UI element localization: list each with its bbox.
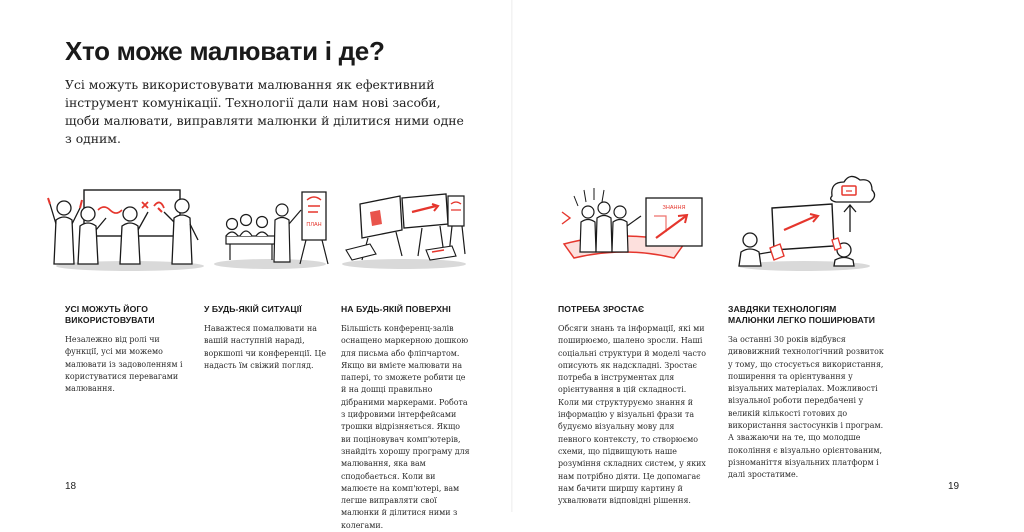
page-number-left: 18 xyxy=(65,481,77,492)
page-gutter xyxy=(511,0,513,512)
column-body: Наважтеся помалювати на вашій наступній нараді, воркшопі чи конференції. Це надасть їм свіжий погляд. xyxy=(204,324,326,370)
column-any-surface xyxy=(341,304,471,532)
illustration-any-situation xyxy=(212,184,332,270)
column-heading: У БУДЬ-ЯКІЙ СИТУАЦІЇ xyxy=(204,304,302,314)
page-number-right: 19 xyxy=(948,481,960,492)
illustration-any-surface xyxy=(340,186,470,270)
illustration-everyone-draws xyxy=(50,180,210,272)
lead-paragraph: Усі можуть використовувати малювання як ефективний інструмент комунікації. Технології дали нам нові засоби, щоби малювати, виправляти малюнки й ділитися ними одне з одним. xyxy=(65,77,464,146)
column-heading: НА БУДЬ-ЯКІЙ ПОВЕРХНІ xyxy=(341,304,451,314)
column-body: Незалежно від ролі чи функції, усі ми можемо малювати із задоволенням і користуватися перевагами малювання. xyxy=(65,335,183,394)
column-everyone-can-use xyxy=(65,304,187,395)
column-technology-sharing xyxy=(728,304,884,482)
column-heading: ЗАВДЯКИ ТЕХНОЛОГІЯМ МАЛЮНКИ ЛЕГКО ПОШИРЮВАТИ xyxy=(728,304,875,325)
page-title: Хто може малювати і де? xyxy=(65,36,385,66)
column-body: За останні 30 років відбувся дивовижний технологічний розвиток у тому, що стосується використання, поширення та орієнтування у візуальних матеріалах. Можливості візуальної роботи передбачені у великій кількості готових до використання застосунків і програм. А зважаючи на те, що молодше покоління є візуально орієнтованим, різноманіття візуальних платформ і далі зростатиме. xyxy=(728,335,884,480)
column-heading: УСІ МОЖУТЬ ЙОГО ВИКОРИСТОВУВАТИ xyxy=(65,304,155,325)
column-body: Обсяги знань та інформації, які ми поширюємо, шалено зросли. Наші соціальні структури й моделі часто описують як надскладні. Зростає потреба в інструментах для орієнтування в цій складності. Коли ми структуруємо знання й інформацію у візуальні фрази та будуємо візуальну мову для певного контексту, то створюємо схеми, що підвищують наше розуміння складних систем, у яких нам потрібно діяти. Це допомагає нам бачити ширшу картину й ухвалювати відповідні рішення. xyxy=(558,324,706,506)
column-body: Більшість конференц-залів оснащено маркерною дошкою для письма або фліпчартом. Якщо ви вмієте малювати на папері, то зможете робити це й на дошці правильно дібраними маркерами. Робота з цифровими інтерфейсами трошки відрізняється. Якщо ви поціновувач комп'ютерів, знайдіть хорошу програму для малювання, яка вам сподобається. Коли ви малюєте на комп'ютері, вам легше виправляти свої малюнки й ділитися ними з колегами. xyxy=(341,324,470,530)
illustration-technology-sharing xyxy=(728,170,878,272)
board-sign: ЗНАННЯ xyxy=(662,205,686,211)
column-any-situation xyxy=(204,304,330,372)
column-need-grows xyxy=(558,304,708,507)
column-heading: ПОТРЕБА ЗРОСТАЄ xyxy=(558,304,645,314)
illustration-need-grows xyxy=(558,182,708,272)
flipchart-sign: ПЛАН xyxy=(306,222,322,228)
